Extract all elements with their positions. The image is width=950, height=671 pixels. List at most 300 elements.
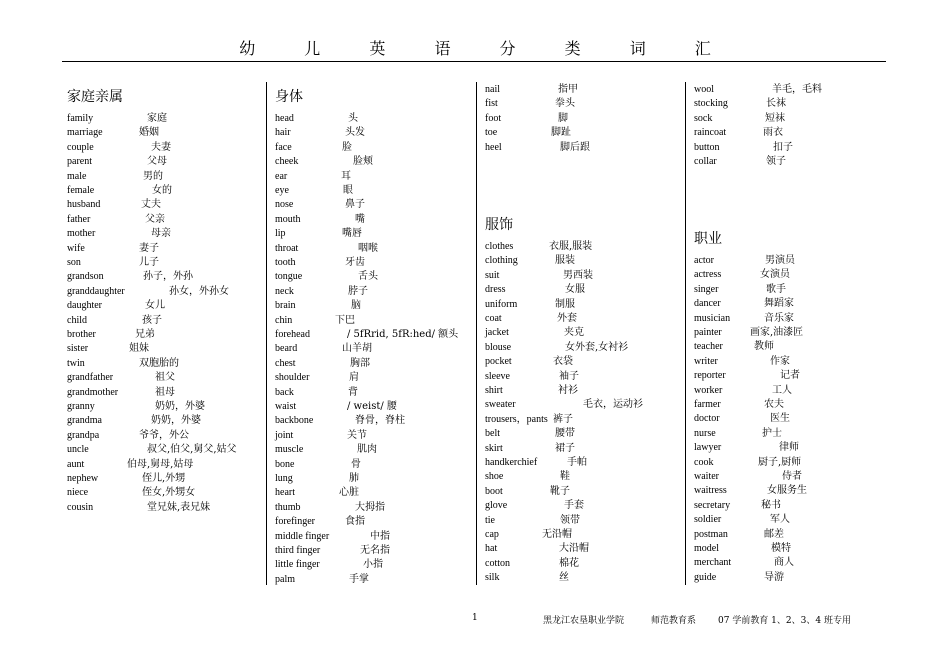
vocab-row [275,213,475,227]
vocab-row [485,370,685,384]
vocab-row [485,571,685,585]
english-word: grandson [67,271,104,283]
english-word: tongue [275,271,303,283]
chinese-meaning: 头发 [345,127,365,139]
vocab-row [275,486,475,500]
english-word: cheek [275,156,299,168]
vocab-row [67,486,267,500]
english-word: throat [275,242,299,254]
column-body [266,82,475,585]
english-word: bone [275,458,295,470]
english-word: daughter [67,300,102,312]
english-word: palm [275,573,295,585]
english-word: forehead [275,329,310,340]
chinese-meaning: 脚 [558,112,568,124]
english-word: tooth [275,257,296,268]
vocab-row [275,501,475,515]
vocab-row [67,285,267,299]
english-word: little finger [275,559,320,571]
chinese-meaning: 男西装 [563,269,593,281]
english-word: child [67,314,87,326]
chinese-meaning: 丝 [559,572,569,584]
english-word: lawyer [694,442,722,454]
english-word: guide [694,571,717,583]
english-word: wife [67,242,85,254]
english-word: grandfather [67,372,114,384]
page-title: 幼 儿 英 语 分 类 词 汇 [239,39,733,58]
vocab-row [275,515,475,529]
chinese-meaning: 叔父,伯父,舅父,姑父 [147,444,237,456]
chinese-meaning: 教师 [754,341,774,353]
chinese-meaning: 脸颊 [353,156,373,168]
english-word: button [694,141,720,153]
english-word: granny [67,401,95,412]
english-word: singer [694,283,719,295]
chinese-meaning: 伯母,舅母,姑母 [127,458,194,470]
chinese-meaning: 婚姻 [139,127,159,139]
vocab-row [485,528,685,542]
english-word: nurse [694,427,716,439]
vocab-row [275,256,475,270]
vocab-row [275,328,475,342]
english-word: sister [67,343,89,355]
english-word: silk [485,572,500,584]
vocab-row [485,254,685,268]
page-number: 1 [472,613,478,623]
english-word: granddaughter [67,285,125,297]
chinese-meaning: 奶奶，外婆 [155,401,205,412]
chinese-meaning: 靴子 [550,485,570,497]
chinese-meaning: 服装 [555,255,575,267]
english-word: hat [485,543,498,555]
chinese-meaning: 女儿 [145,300,165,312]
chinese-meaning: 父母 [147,156,167,168]
english-word: niece [67,487,89,499]
chinese-meaning: 眼 [343,185,353,196]
vocab-row [67,386,267,400]
chinese-meaning: 下巴 [335,314,355,326]
vocab-row [67,342,267,356]
english-word: model [694,543,719,554]
english-word: backbone [275,415,314,427]
english-word: waitress [694,485,727,497]
vocab-row [275,112,475,126]
chinese-meaning: 指甲 [558,84,578,95]
english-word: painter [694,327,722,338]
vocab-row [694,556,894,570]
english-word: brain [275,300,296,312]
vocab-row [275,198,475,212]
english-word: glove [485,500,508,512]
english-word: secretary [694,499,731,511]
chinese-meaning: 厨子,厨师 [758,456,802,468]
chinese-meaning: 双胞胎的 [139,357,179,369]
chinese-meaning: 腰带 [555,428,575,440]
english-word: mother [67,228,96,240]
chinese-meaning: 手掌 [349,573,369,585]
vocab-row [485,326,685,340]
chinese-meaning: 姐妹 [129,343,149,355]
vocab-row [67,400,267,414]
english-word: farmer [694,399,721,410]
vocab-row [275,429,475,443]
chinese-meaning: 食指 [345,516,365,528]
vocab-row [67,314,267,328]
english-word: muscle [275,444,304,456]
chinese-meaning: 兄弟 [135,329,155,340]
chinese-meaning: 耳 [341,170,351,182]
english-word: twin [67,357,85,369]
vocab-row [694,499,894,513]
vocab-row [67,458,267,472]
english-word: face [275,141,292,153]
vocab-row [485,341,685,355]
vocab-row [485,499,685,513]
english-word: clothes [485,241,514,252]
english-word: waist [275,401,297,412]
vocab-row [485,557,685,571]
chinese-meaning: 无名指 [360,545,390,556]
chinese-meaning: 父亲 [145,213,165,225]
english-word: shirt [485,385,503,396]
vocab-row [694,412,894,426]
english-word: actor [694,255,714,266]
vocab-row [275,458,475,472]
chinese-meaning: 夫妻 [151,141,171,153]
vocab-row [485,141,685,155]
english-word: joint [275,429,294,441]
english-word: cotton [485,557,510,569]
english-word: family [67,113,94,124]
english-word: grandpa [67,429,100,441]
english-word: teacher [694,341,723,353]
vocab-row [694,513,894,527]
english-word: sock [694,112,713,124]
vocab-row [67,328,267,342]
english-word: beard [275,343,298,355]
chinese-meaning: 长袜 [766,98,786,110]
vocab-row [67,357,267,371]
chinese-meaning: 裙子 [555,442,575,454]
english-word: aunt [67,458,85,470]
vocab-row [275,386,475,400]
vocab-row [485,240,685,254]
english-word: ear [275,170,288,182]
vocab-row [485,456,685,470]
chinese-meaning: 堂兄妹,表兄妹 [147,501,211,513]
english-word: hair [275,127,291,139]
vocab-row [67,429,267,443]
english-word: clothing [485,255,518,267]
chinese-meaning: 女外套,女衬衫 [565,341,629,353]
english-word: brother [67,329,96,340]
english-word: writer [694,355,718,367]
chinese-meaning: 头 [348,113,358,124]
vocab-row [275,342,475,356]
vocab-row [694,484,894,498]
chinese-meaning: 裤子 [553,413,573,425]
footer-school: 黑龙江农垦职业学院 [543,616,625,626]
chinese-meaning: 咽喉 [358,242,378,254]
english-word: heel [485,141,502,153]
english-word: worker [694,384,723,396]
chinese-meaning: 手套 [564,500,584,512]
english-word: back [275,386,294,398]
vocab-row [485,384,685,398]
vocab-row [67,227,267,241]
vocab-row [67,501,267,515]
english-word: son [67,257,81,268]
vocab-row [485,283,685,297]
vocab-row [67,242,267,256]
column-clothing [476,82,685,585]
chinese-meaning: 鼻子 [345,199,365,211]
vocab-row [694,126,894,140]
chinese-meaning: 女服 [565,284,585,296]
chinese-meaning: 手帕 [567,457,587,468]
english-word: waiter [694,471,719,482]
chinese-meaning: 夹克 [564,327,584,339]
english-word: trousers，pants [485,413,548,425]
chinese-meaning: 袖子 [559,370,579,382]
chinese-meaning: 拳头 [555,98,575,110]
chinese-meaning: 祖母 [155,386,175,398]
english-word: cap [485,529,499,540]
vocab-row [275,544,475,558]
chinese-meaning: 牙齿 [345,257,365,268]
chinese-meaning: 商人 [774,557,794,569]
english-word: merchant [694,557,732,569]
chinese-meaning: 肩 [349,372,359,384]
vocab-row [67,256,267,270]
english-word: postman [694,528,728,540]
english-word: nose [275,199,294,211]
chinese-meaning: 军人 [770,514,790,526]
vocab-row [485,514,685,528]
section-title: 职业 [694,231,722,247]
chinese-meaning: 脚后跟 [560,141,590,153]
chinese-meaning: 女服务生 [767,485,807,497]
english-word: lung [275,473,293,484]
english-word: toe [485,127,498,139]
chinese-meaning: 家庭 [147,113,167,124]
english-word: coat [485,313,502,324]
english-word: belt [485,428,500,440]
vocab-row [485,413,685,427]
vocab-row [694,427,894,441]
chinese-meaning: 祖父 [155,372,175,384]
english-word: forefinger [275,516,315,528]
english-word: middle finger [275,530,330,542]
vocab-row [485,485,685,499]
vocab-row [485,83,685,97]
english-word: father [67,213,91,225]
english-word: uncle [67,444,89,456]
chinese-meaning: 女演员 [760,269,790,281]
vocab-row [485,398,685,412]
english-word: handkerchief [485,457,538,468]
chinese-meaning: 脊骨，脊柱 [355,415,405,427]
english-word: parent [67,156,92,168]
english-word: doctor [694,413,720,425]
vocab-row [694,384,894,398]
chinese-meaning: 律师 [779,442,799,454]
chinese-meaning: 背 [348,386,358,398]
vocab-row [67,155,267,169]
section-title: 服饰 [485,217,513,233]
vocab-row [694,571,894,585]
vocab-row [275,400,475,414]
vocab-row [275,299,475,313]
english-word: dress [485,284,506,296]
vocab-row [67,414,267,428]
chinese-meaning: 音乐家 [764,312,794,324]
chinese-meaning: 衬衫 [558,385,578,396]
english-word: stocking [694,98,728,110]
english-word: raincoat [694,127,727,139]
vocab-row [67,270,267,284]
english-word: chin [275,314,293,326]
chinese-meaning: 侄女,外甥女 [142,487,196,499]
english-word: jacket [485,327,509,339]
chinese-meaning: 医生 [770,413,790,425]
vocab-row [275,357,475,371]
chinese-meaning: 衣袋 [553,356,573,368]
english-word: thumb [275,501,301,513]
chinese-meaning: 舞蹈家 [764,298,794,310]
english-word: cousin [67,501,94,513]
chinese-meaning: 关节 [347,429,367,441]
english-word: tie [485,514,495,526]
english-word: pocket [485,356,512,368]
chinese-meaning: 作家 [770,355,790,367]
column-family [67,82,267,585]
vocab-row [694,83,894,97]
vocab-row [694,283,894,297]
vocab-row [694,268,894,282]
english-word: collar [694,156,717,167]
chinese-meaning: 孙女，外孙女 [169,285,229,297]
vocab-row [485,112,685,126]
english-word: chest [275,357,296,369]
english-word: uniform [485,298,518,310]
vocab-row [485,97,685,111]
chinese-meaning: 男演员 [765,255,795,266]
chinese-meaning: 肺 [349,473,359,484]
chinese-meaning: 儿子 [139,257,159,268]
english-word: reporter [694,370,726,382]
vocab-row [694,312,894,326]
english-word: fist [485,98,498,110]
chinese-meaning: 爷爷，外公 [139,429,189,441]
vocab-row [694,254,894,268]
chinese-meaning: 侍者 [782,471,802,482]
vocab-row [485,312,685,326]
chinese-meaning: 舌头 [358,271,378,283]
chinese-meaning: 制服 [555,298,575,310]
vocab-row [275,414,475,428]
vocab-row [67,472,267,486]
english-word: neck [275,285,294,297]
chinese-meaning: 肌肉 [357,444,377,456]
vocab-row [275,184,475,198]
english-word: wool [694,84,714,95]
chinese-meaning: / 5fRrid, 5fR:hed/ 额头 [347,329,459,340]
english-word: boot [485,485,503,497]
english-word: suit [485,269,500,281]
vocab-row [67,141,267,155]
english-word: heart [275,487,295,499]
chinese-meaning: 工人 [772,384,792,396]
chinese-meaning: 心脏 [339,487,359,499]
chinese-meaning: 邮差 [764,528,784,540]
chinese-meaning: 妻子 [139,242,159,254]
vocab-row [67,198,267,212]
english-word: eye [275,185,289,196]
vocab-row [485,355,685,369]
vocab-row [694,112,894,126]
vocab-row [694,528,894,542]
vocab-row [67,170,267,184]
chinese-meaning: 领子 [766,156,786,167]
chinese-meaning: 大沿帽 [559,543,589,555]
chinese-meaning: 秘书 [761,499,781,511]
chinese-meaning: 棉花 [559,557,579,569]
vocab-row [67,126,267,140]
column-occupations [685,82,894,585]
english-word: musician [694,312,731,324]
vocab-row [275,314,475,328]
english-word: skirt [485,442,503,454]
english-word: grandma [67,415,102,427]
chinese-meaning: 小指 [363,559,383,571]
english-word: blouse [485,341,512,353]
vocab-row [275,141,475,155]
english-word: nail [485,84,500,95]
vocab-row [275,573,475,587]
vocab-row [485,470,685,484]
vocab-row [275,155,475,169]
vocab-row [275,270,475,284]
chinese-meaning: 孙子，外孙 [143,271,193,283]
vocab-row [694,470,894,484]
vocab-row [275,242,475,256]
english-word: cook [694,456,714,468]
vocab-row [694,369,894,383]
vocab-row [694,441,894,455]
vocab-row [67,184,267,198]
vocab-row [67,443,267,457]
chinese-meaning: 扣子 [773,141,793,153]
vocab-row [67,213,267,227]
chinese-meaning: 男的 [143,170,163,182]
vocab-row [67,371,267,385]
vocab-row [694,97,894,111]
vocab-row [694,297,894,311]
vocab-row [694,326,894,340]
english-word: shoe [485,471,504,483]
chinese-meaning: 领带 [560,514,580,526]
english-word: husband [67,199,101,211]
english-word: mouth [275,213,301,225]
chinese-meaning: 记者 [780,370,800,382]
vocab-row [275,285,475,299]
chinese-meaning: 羊毛，毛料 [772,84,822,95]
chinese-meaning: 外套 [557,313,577,324]
chinese-meaning: 雨衣 [763,127,783,139]
vocab-row [485,126,685,140]
chinese-meaning: 短袜 [765,112,785,124]
